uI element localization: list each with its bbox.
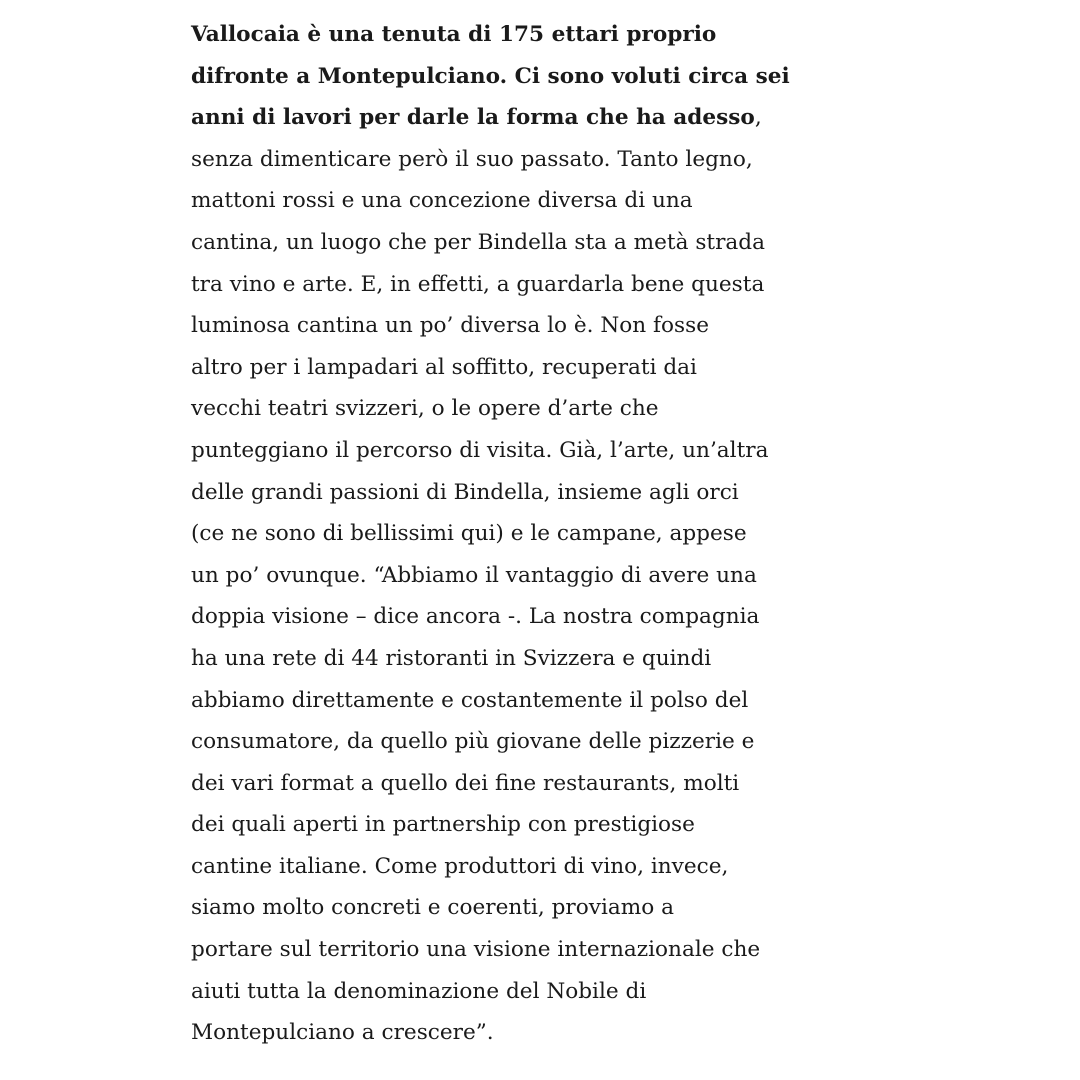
- article-body: [191, 14, 821, 1054]
- lead-line: difronte a Montepulciano. Ci sono voluti circa sei: [191, 63, 790, 89]
- text-line: cantina, un luogo che per Bindella sta a metà strada: [191, 229, 765, 255]
- text-line: portare sul territorio una visione internazionale che: [191, 937, 761, 963]
- text-line: Montepulciano a crescere”.: [191, 1020, 494, 1046]
- text-line: ha una rete di 44 ristoranti in Svizzera e quindi: [191, 645, 712, 671]
- text-line: un po’ ovunque. “Abbiamo il vantaggio di avere una: [191, 562, 757, 588]
- lead-comma: ,: [754, 105, 762, 131]
- text-line: dei quali aperti in partnership con prestigiose: [191, 812, 695, 838]
- text-line: consumatore, da quello più giovane delle pizzerie e: [191, 729, 755, 755]
- text-line: altro per i lampadari al soffitto, recuperati dai: [191, 354, 697, 380]
- text-line: luminosa cantina un po’ diversa lo è. Non fosse: [191, 313, 709, 339]
- lead-line: Vallocaia è una tenuta di 175 ettari proprio: [191, 22, 717, 47]
- text-line: mattoni rossi e una concezione diversa di una: [191, 188, 693, 214]
- text-line: aiuti tutta la denominazione del Nobile di: [191, 978, 647, 1004]
- lead-line: [191, 97, 821, 139]
- text-line: (ce ne sono di bellissimi qui) e le campane, appese: [191, 521, 747, 547]
- text-line: dei vari format a quello dei fine restaurants, molti: [191, 770, 740, 796]
- text-line: tra vino e arte. E, in effetti, a guardarla bene questa: [191, 271, 765, 297]
- text-line: vecchi teatri svizzeri, o le opere d’arte che: [191, 396, 659, 422]
- text-line: senza dimenticare però il suo passato. Tanto legno,: [191, 146, 753, 172]
- text-line: delle grandi passioni di Bindella, insieme agli orci: [191, 479, 739, 505]
- text-line: cantine italiane. Come produttori di vino, invece,: [191, 853, 729, 879]
- lead-text: anni di lavori per darle la forma che ha adesso: [191, 105, 755, 131]
- text-line: doppia visione – dice ancora -. La nostra compagnia: [191, 604, 760, 630]
- text-line: abbiamo direttamente e costantemente il polso del: [191, 687, 749, 713]
- text-line: siamo molto concreti e coerenti, proviamo a: [191, 895, 674, 921]
- text-line: punteggiano il percorso di visita. Già, l’arte, un’altra: [191, 437, 769, 463]
